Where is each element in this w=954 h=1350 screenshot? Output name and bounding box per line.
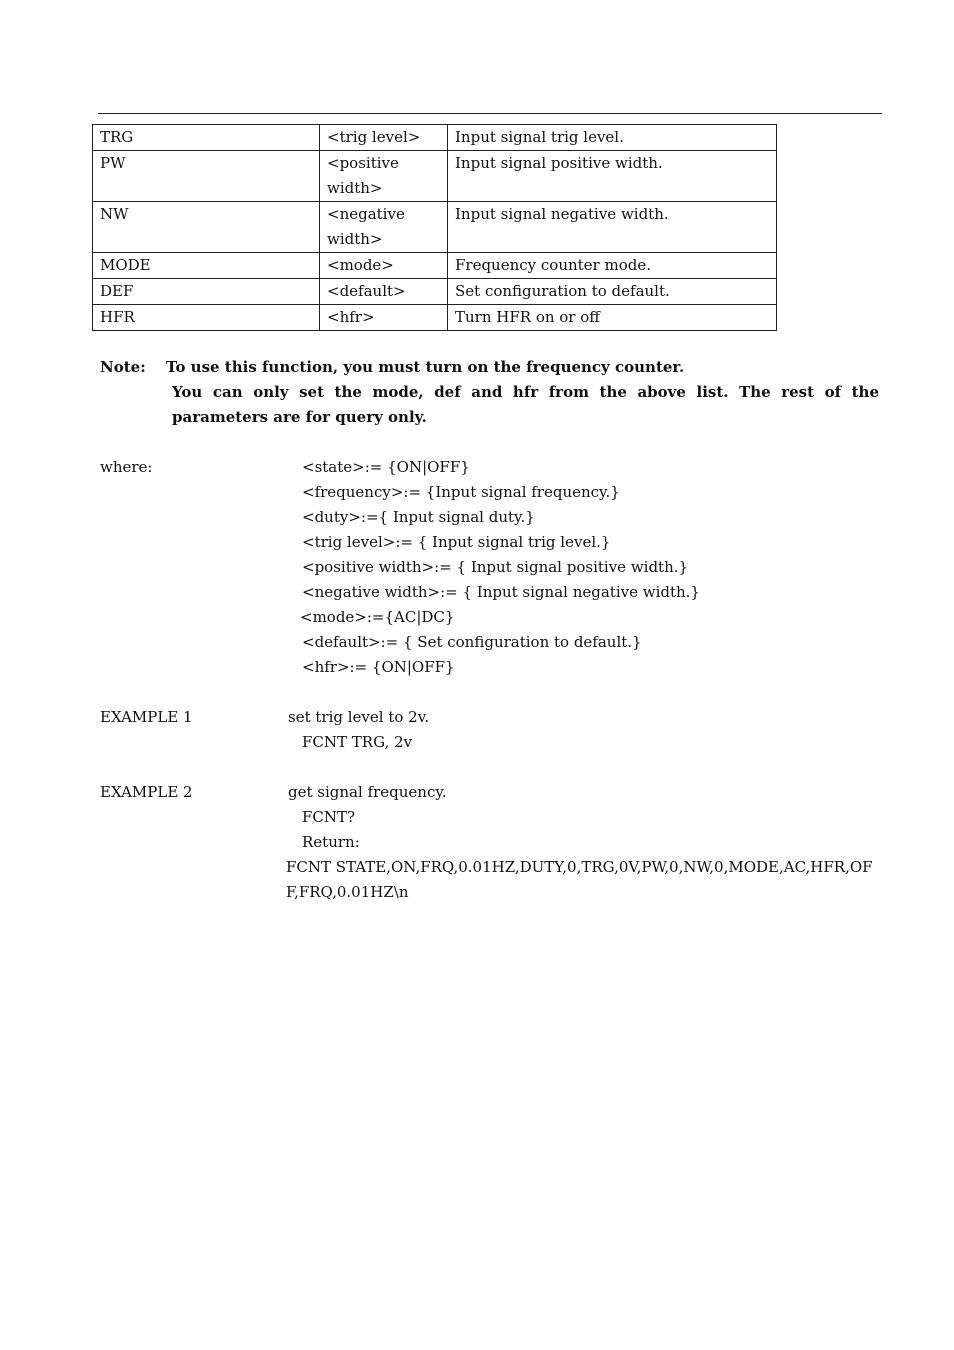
param-name: TRG <box>93 125 320 151</box>
note-label: Note: <box>100 358 146 376</box>
param-placeholder: <positive width> <box>320 151 448 202</box>
definition-item: <positive width>:= { Input signal positive width.} <box>302 558 689 576</box>
example-1-description: set trig level to 2v. <box>288 708 430 726</box>
example-2-command: FCNT? <box>302 808 356 826</box>
example-2-label: EXAMPLE 2 <box>100 783 193 801</box>
param-placeholder: <mode> <box>320 253 448 279</box>
note-text-line: To use this function, you must turn on the frequency counter. <box>166 358 685 376</box>
param-name: MODE <box>93 253 320 279</box>
table-row <box>93 151 777 202</box>
param-placeholder: <trig level> <box>320 125 448 151</box>
table-row <box>93 279 777 305</box>
param-description: Set configuration to default. <box>448 279 777 305</box>
param-name: PW <box>93 151 320 202</box>
table-row <box>93 253 777 279</box>
example-2-return-label: Return: <box>302 833 360 851</box>
param-description: Turn HFR on or off <box>448 305 777 331</box>
parameter-table <box>92 124 777 331</box>
where-label: where: <box>100 458 153 476</box>
param-placeholder: <default> <box>320 279 448 305</box>
table-row <box>93 202 777 253</box>
table-row <box>93 305 777 331</box>
example-1-command: FCNT TRG, 2v <box>302 733 413 751</box>
definition-item: <trig level>:= { Input signal trig level.} <box>302 533 611 551</box>
definition-item: <default>:= { Set configuration to default.} <box>302 633 642 651</box>
param-placeholder: <hfr> <box>320 305 448 331</box>
table-row <box>93 125 777 151</box>
example-2-return-value: FCNT STATE,ON,FRQ,0.01HZ,DUTY,0,TRG,0V,PW,0,NW,0,MODE,AC,HFR,OFF,FRQ,0.01HZ\n <box>286 858 873 901</box>
where-definitions <box>302 455 700 680</box>
definition-item: <hfr>:= {ON|OFF} <box>302 658 455 676</box>
definition-item: <duty>:={ Input signal duty.} <box>302 508 535 526</box>
param-name: DEF <box>93 279 320 305</box>
param-name: NW <box>93 202 320 253</box>
note-text-line: parameters are for query only. <box>172 408 427 426</box>
header-rule <box>98 113 882 114</box>
definition-item: <frequency>:= {Input signal frequency.} <box>302 483 620 501</box>
note-text-line: You can only set the mode, def and hfr from the above list. The rest of the <box>172 383 879 401</box>
example-1-label: EXAMPLE 1 <box>100 708 193 726</box>
param-description: Frequency counter mode. <box>448 253 777 279</box>
param-description: Input signal negative width. <box>448 202 777 253</box>
param-description: Input signal trig level. <box>448 125 777 151</box>
example-2-description: get signal frequency. <box>288 783 447 801</box>
definition-item: <mode>:={AC|DC} <box>300 608 455 626</box>
definition-item: <negative width>:= { Input signal negative width.} <box>302 583 700 601</box>
param-name: HFR <box>93 305 320 331</box>
param-placeholder: <negative width> <box>320 202 448 253</box>
param-description: Input signal positive width. <box>448 151 777 202</box>
definition-item: <state>:= {ON|OFF} <box>302 458 470 476</box>
